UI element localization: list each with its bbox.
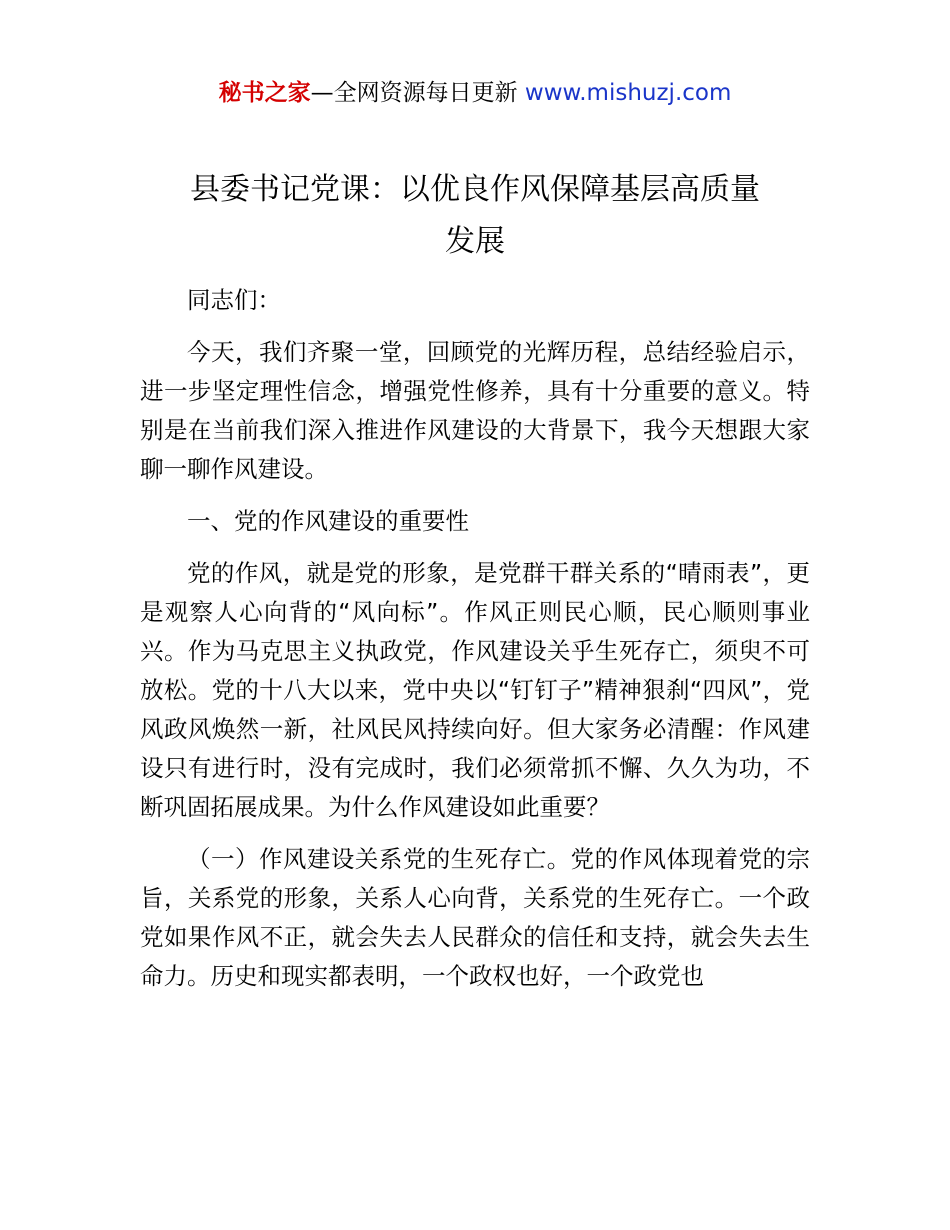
document-title (140, 164, 810, 268)
greeting: 同志们： (187, 286, 281, 314)
website-link[interactable]: www.mishuzj.com (524, 80, 732, 106)
paragraph-intro: 今天，我们齐聚一堂，回顾党的光辉历程，总结经验启示，进一步坚定理性信念，增强党性修养，具有十分重要的意义。特别是在当前我们深入推进作风建设的大背景下，我今天想跟大家聊一聊作风建设。 (140, 338, 810, 483)
site-banner (0, 76, 950, 110)
title-line-1: 县委书记党课：以优良作风保障基层高质量 (190, 172, 760, 207)
title-line-2: 发展 (445, 224, 505, 259)
paragraph-importance: 党的作风，就是党的形象，是党群干群关系的“晴雨表”，更是观察人心向背的“风向标”。作风正则民心顺，民心顺则事业兴。作为马克思主义执政党，作风建设关乎生死存亡，须臾不可放松。党的十八大以来，党中央以“钉钉子”精神狠刹“四风”，党风政风焕然一新，社风民风持续向好。但大家务必清醒：作风建设只有进行时，没有完成时，我们必须常抓不懈、久久为功，不断巩固拓展成果。为什么作风建设如此重要？ (140, 559, 810, 821)
paragraph-subsection-1: （一）作风建设关系党的生死存亡。党的作风体现着党的宗旨，关系党的形象，关系人心向背，关系党的生死存亡。一个政党如果作风不正，就会失去人民群众的信任和支持，就会失去生命力。历史和现实都表明，一个政权也好，一个政党也 (140, 845, 810, 990)
brand-name: 秘书之家 (218, 80, 311, 106)
banner-tagline: —全网资源每日更新 (310, 80, 525, 106)
document-body (140, 281, 810, 1009)
section-heading-1: 一、党的作风建设的重要性 (187, 507, 469, 535)
